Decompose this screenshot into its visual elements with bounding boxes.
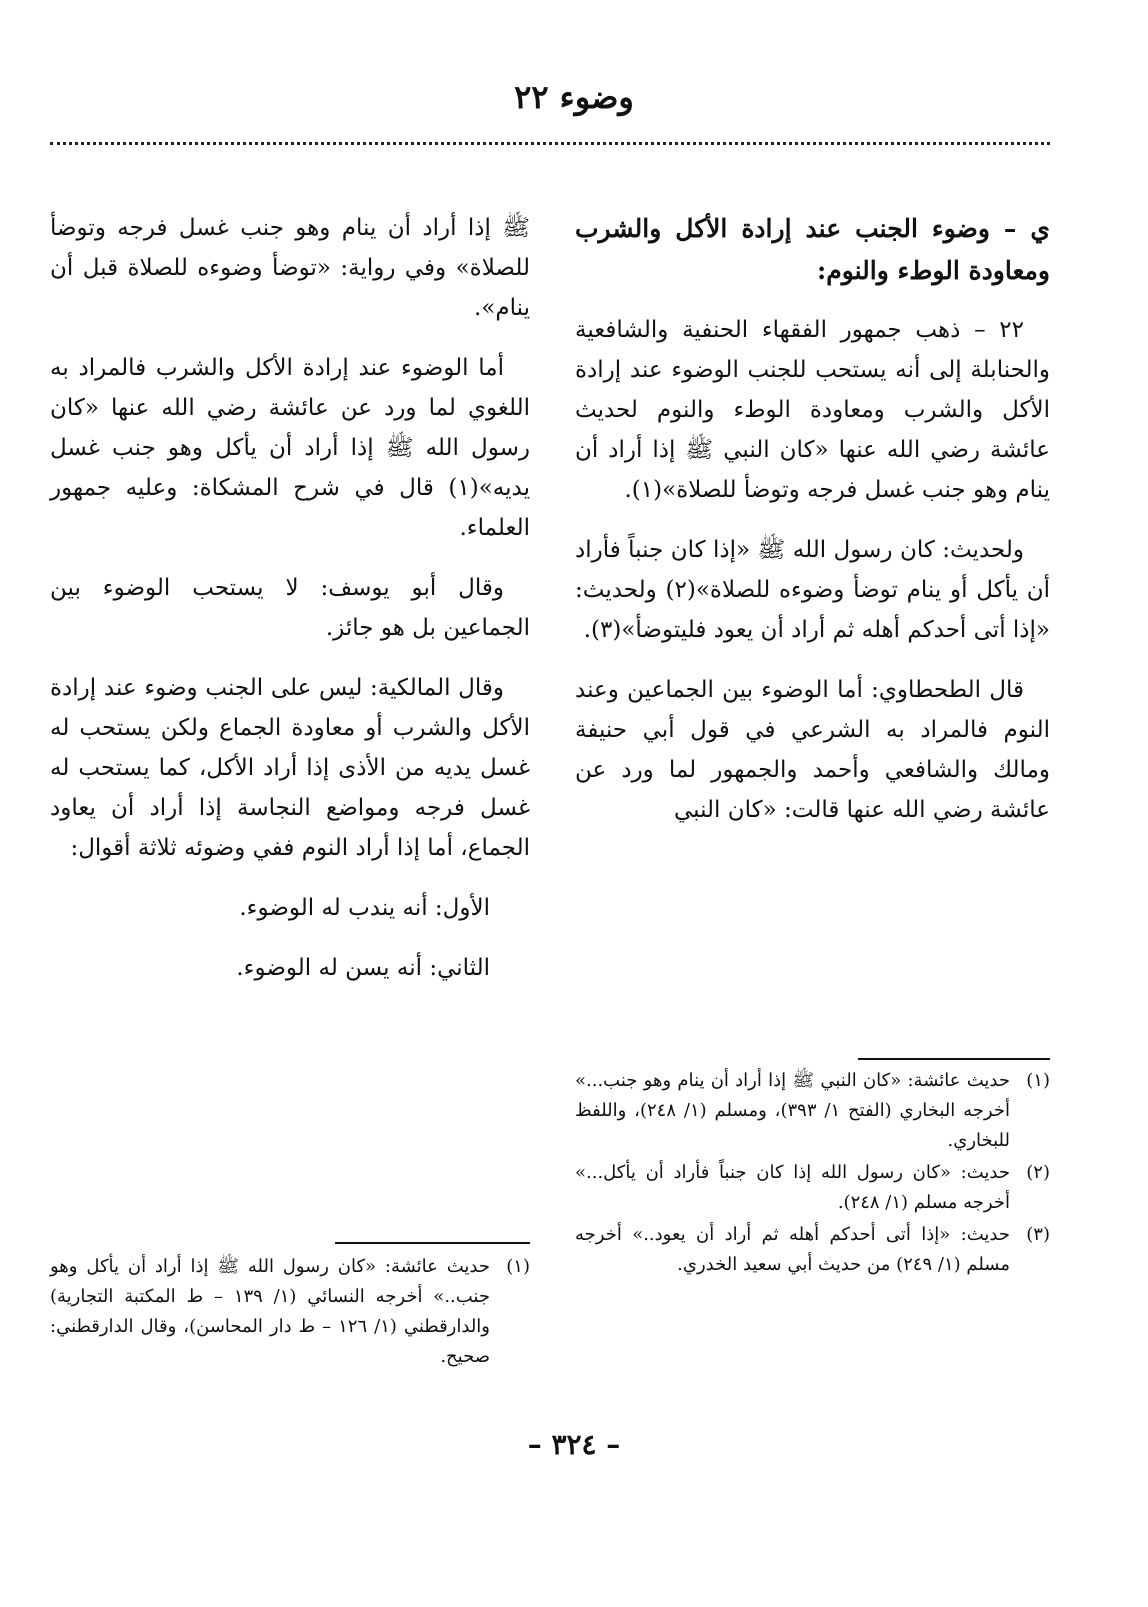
paragraph: الأول: أنه يندب له الوضوء. [239, 895, 490, 921]
paragraph: وقال المالكية: ليس على الجنب وضوء عند إرادة الأكل والشرب أو معاودة الجماع ولكن يستحب له غسل يديه من الأذى إذا أراد الأكل، كما يستحب له غسل فرجه ومواضع النجاسة إذا أراد أن يعاود الجماع، أما إذا أراد النوم ففي وضوئه ثلاثة أقوال: [50, 675, 530, 861]
footnote [575, 1066, 1050, 1156]
footnote-divider-left [335, 1242, 530, 1244]
footnote [50, 1252, 530, 1372]
footnote-divider-right [858, 1058, 1050, 1060]
footnotes-left [50, 1252, 530, 1374]
paragraph: ٢٢ – ذهب جمهور الفقهاء الحنفية والشافعية والحنابلة إلى أنه يستحب للجنب الوضوء عند إرادة الأكل والشرب ومعاودة الوطء والنوم لحديث عائشة رضي الله عنها «كان النبي ﷺ إذا أراد أن ينام وهو جنب غسل فرجه وتوضأ للصلاة»(١). [575, 317, 1050, 503]
footnote [575, 1158, 1050, 1218]
footnote [575, 1220, 1050, 1280]
paragraph: وقال أبو يوسف: لا يستحب الوضوء بين الجماعين بل هو جائز. [50, 575, 530, 641]
footnote-number: (٢) [1026, 1162, 1050, 1183]
footnotes-right [575, 1066, 1050, 1282]
left-column [50, 208, 530, 1008]
page-header-title: وضوء ٢٢ [514, 78, 634, 116]
footnote-text: حديث عائشة: «كان النبي ﷺ إذا أراد أن ينام وهو جنب...» أخرجه البخاري (الفتح ١/ ٣٩٣)، ومسلم (١/ ٢٤٨)، واللفظ للبخاري. [575, 1070, 1010, 1151]
footnote-number: (١) [506, 1256, 530, 1277]
footnote-text: حديث عائشة: «كان رسول الله ﷺ إذا أراد أن يأكل وهو جنب..» أخرجه النسائي (١/ ١٣٩ – ط المكتبة التجارية) والدارقطني (١/ ١٢٦ – ط دار المحاسن)، وقال الدارقطني: صحيح. [50, 1256, 490, 1367]
paragraph: قال الطحطاوي: أما الوضوء بين الجماعين وعند النوم فالمراد به الشرعي في قول أبي حنيفة ومالك والشافعي وأحمد والجمهور لما ورد عن عائشة رضي الله عنها قالت: «كان النبي [575, 677, 1050, 823]
footnote-number: (٣) [1026, 1224, 1050, 1245]
right-column [575, 208, 1050, 850]
header-dotted-divider [50, 142, 1050, 145]
paragraph: الثاني: أنه يسن له الوضوء. [236, 955, 490, 981]
paragraph: ولحديث: كان رسول الله ﷺ «إذا كان جنباً فأراد أن يأكل أو ينام توضأ وضوءه للصلاة»(٢) ولحديث: «إذا أتى أحدكم أهله ثم أراد أن يعود فليتوضأ»(٣). [575, 537, 1050, 643]
paragraph: أما الوضوء عند إرادة الأكل والشرب فالمراد به اللغوي لما ورد عن عائشة رضي الله عنها «كان رسول الله ﷺ إذا أراد أن يأكل وهو جنب غسل يديه»(١) قال في شرح المشكاة: وعليه جمهور العلماء. [50, 355, 530, 541]
footnote-text: حديث: «كان رسول الله إذا كان جنباً فأراد أن يأكل...» أخرجه مسلم (١/ ٢٤٨). [575, 1162, 1010, 1213]
section-heading: ي – وضوء الجنب عند إرادة الأكل والشرب ومعاودة الوطء والنوم: [575, 214, 1050, 285]
footnote-text: حديث: «إذا أتى أحدكم أهله ثم أراد أن يعود..» أخرجه مسلم (١/ ٢٤٩) من حديث أبي سعيد الخدري. [575, 1224, 1010, 1275]
footnote-number: (١) [1026, 1070, 1050, 1091]
paragraph: ﷺ إذا أراد أن ينام وهو جنب غسل فرجه وتوضأ للصلاة» وفي رواية: «توضأ وضوءه للصلاة قبل أن ينام». [50, 215, 530, 321]
page-number: – ٣٢٤ – [527, 1428, 621, 1461]
